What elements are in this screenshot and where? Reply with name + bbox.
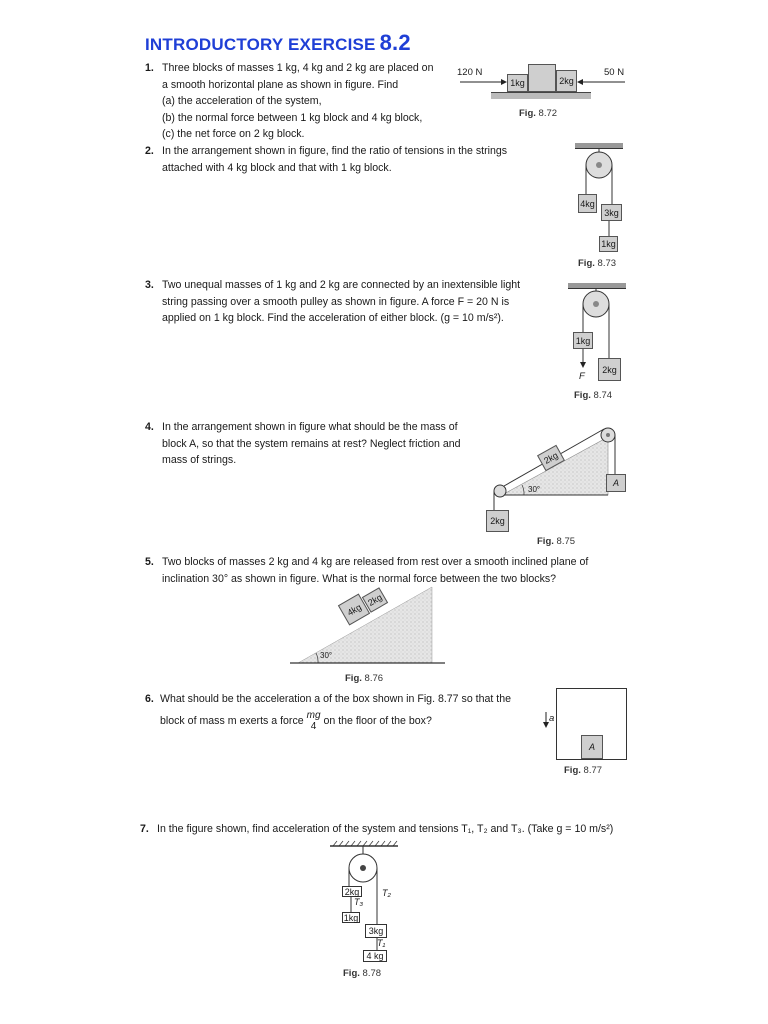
block-a — [581, 735, 603, 759]
question-4 — [145, 419, 461, 469]
question-number: 5. — [145, 556, 154, 568]
block-4kg — [578, 194, 597, 213]
question-text: Three blocks of masses 1 kg, 4 kg and 2 kg are placed on — [162, 62, 434, 74]
question-text: string passing over a smooth pulley as shown in figure. A force F = 20 N is — [162, 295, 510, 308]
block-2kg — [556, 70, 577, 92]
figure-8-74 — [565, 280, 635, 405]
caption-number: 8.76 — [364, 673, 384, 684]
question-number: 6. — [145, 693, 154, 705]
acceleration-label: a — [549, 713, 555, 724]
question-part: (b) the normal force between 1 kg block and 4 kg block, — [162, 111, 423, 124]
block-label: A — [588, 742, 595, 752]
caption-label: Fig. — [574, 390, 591, 401]
figure-caption — [564, 765, 602, 776]
block-3kg — [365, 924, 387, 938]
question-number: 2. — [145, 145, 154, 157]
question-text: Two unequal masses of 1 kg and 2 kg are connected by an inextensible light — [162, 279, 521, 291]
block-4kg — [363, 950, 387, 962]
block-label: 1kg — [343, 912, 359, 923]
block-a — [606, 474, 626, 492]
block-2kg-hanging — [486, 510, 509, 532]
caption-number: 8.74 — [593, 390, 613, 401]
figure-caption — [519, 108, 557, 119]
block-label: A — [612, 478, 619, 488]
question-part: (c) the net force on 2 kg block. — [162, 128, 305, 140]
question-text: What should be the acceleration a of the box shown in Fig. 8.77 so that the — [160, 693, 511, 705]
block-1kg — [573, 332, 593, 349]
caption-label: Fig. — [345, 673, 362, 684]
question-part: (a) the acceleration of the system, — [162, 95, 322, 107]
question-text: attached with 4 kg block and that with 1 kg block. — [162, 161, 392, 174]
question-text: a smooth horizontal plane as shown in figure. Find — [162, 78, 399, 91]
block-label: 1kg — [510, 78, 525, 88]
tension-t3-label: T₃ — [354, 897, 364, 907]
figure-8-75 — [480, 415, 630, 550]
figure-8-72 — [455, 60, 635, 130]
question-text-line2 — [160, 710, 511, 732]
block-label: 2kg — [602, 364, 617, 375]
question-text: mass of strings. — [162, 454, 237, 466]
caption-label: Fig. — [343, 968, 360, 979]
block-label: 2kg — [542, 450, 560, 466]
block-label: 2kg — [366, 592, 384, 608]
question-number: 3. — [145, 279, 154, 291]
figure-8-78 — [325, 840, 435, 985]
block-2kg — [598, 358, 621, 381]
fraction-denominator: 4 — [310, 720, 317, 732]
page-title — [145, 30, 411, 56]
question-text: Two blocks of masses 2 kg and 4 kg are released from rest over a smooth inclined plane of — [162, 556, 589, 568]
force-label-right: 50 N — [604, 67, 625, 78]
title-number: 8.2 — [379, 30, 411, 55]
question-text: In the arrangement shown in figure what should be the mass of — [162, 421, 458, 433]
figure-8-76 — [290, 585, 450, 687]
block-label: 3kg — [368, 926, 384, 936]
block-label: 1kg — [575, 335, 591, 346]
block-label: 4 kg — [366, 951, 384, 961]
block-1kg — [599, 236, 618, 252]
pulley-system — [565, 140, 635, 250]
block-label: 4kg — [345, 601, 363, 618]
question-text: block A, so that the system remains at rest? Neglect friction and — [162, 437, 461, 450]
angle-label: 30° — [320, 651, 333, 660]
caption-number: 8.75 — [556, 536, 576, 547]
figure-caption — [343, 968, 381, 979]
caption-label: Fig. — [519, 108, 536, 119]
caption-number: 8.77 — [583, 765, 603, 776]
question-1 — [145, 60, 433, 143]
block-3kg — [601, 204, 622, 221]
angle-label: 30° — [528, 485, 541, 494]
caption-label: Fig. — [537, 536, 554, 547]
block-label: 2kg — [344, 886, 360, 897]
caption-label: Fig. — [578, 258, 595, 269]
figure-caption — [574, 390, 612, 401]
figure-8-73 — [565, 140, 635, 272]
block-label: 2kg — [490, 516, 505, 526]
figure-caption — [537, 536, 575, 547]
question-6 — [145, 691, 511, 732]
caption-number: 8.78 — [362, 968, 382, 979]
question-5 — [145, 554, 588, 587]
block-4kg — [528, 64, 556, 92]
floor — [491, 92, 591, 99]
block-label: 4kg — [580, 198, 595, 209]
fraction — [307, 710, 321, 732]
question-text: In the arrangement shown in figure, find the ratio of tensions in the strings — [162, 145, 508, 157]
title-text: INTRODUCTORY EXERCISE — [145, 35, 376, 54]
question-number: 7. — [140, 823, 149, 835]
block-label: 1kg — [601, 239, 616, 249]
figure-8-77 — [540, 688, 635, 783]
fraction-numerator: mg — [306, 709, 321, 721]
question-number: 1. — [145, 62, 154, 74]
figure-caption — [345, 673, 383, 684]
tension-t2-label: T₂ — [382, 888, 391, 898]
question-7 — [140, 821, 613, 838]
question-2 — [145, 143, 507, 176]
caption-number: 8.72 — [538, 108, 558, 119]
question-text: block of mass m exerts a force — [160, 714, 304, 727]
caption-label: Fig. — [564, 765, 581, 776]
tension-t1-label: T₁ — [377, 938, 386, 948]
question-text: inclination 30° as shown in figure. What is the normal force between the two blocks? — [162, 572, 557, 585]
block-2kg — [342, 886, 362, 897]
caption-number: 8.73 — [597, 258, 617, 269]
question-text: on the floor of the box? — [323, 714, 432, 727]
question-text: In the figure shown, find acceleration of the system and tensions T₁, T₂ and T₃. (Take g = 10 m/s²) — [157, 823, 614, 835]
figure-caption — [578, 258, 616, 269]
force-label-left: 120 N — [457, 67, 483, 78]
question-3 — [145, 277, 520, 327]
block-1kg — [342, 912, 360, 923]
question-text: applied on 1 kg block. Find the acceleration of either block. (g = 10 m/s²). — [162, 312, 504, 324]
block-label: 2kg — [559, 76, 574, 86]
block-label: 3kg — [604, 207, 619, 218]
block-1kg — [507, 74, 528, 92]
question-number: 4. — [145, 421, 154, 433]
force-label: F — [579, 371, 585, 382]
